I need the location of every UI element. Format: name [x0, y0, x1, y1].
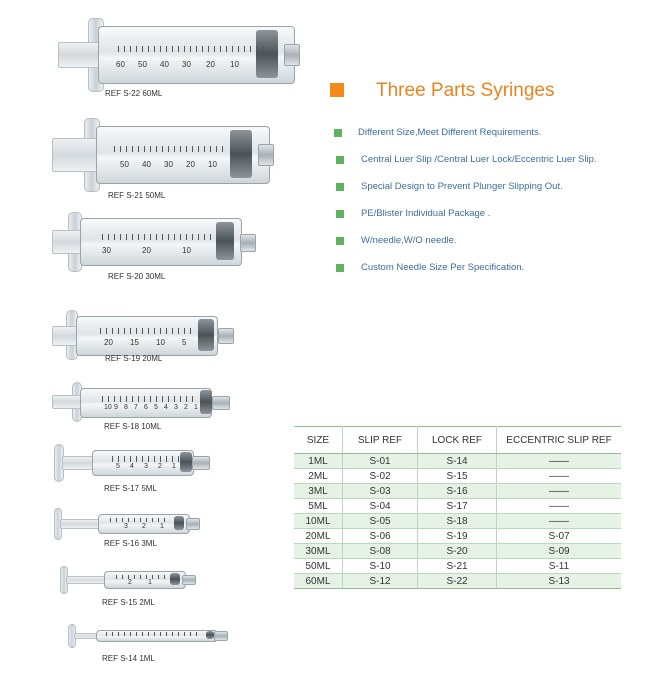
table-row: 1ML S-01 S-14 ——: [294, 454, 621, 469]
syringe-scale: [116, 575, 166, 579]
feature-text: Different Size,Meet Different Requirements.: [358, 127, 542, 138]
syringe-50ml: 50 40 30 20 10: [52, 118, 272, 196]
syringe-ref-label: REF S-14 1ML: [102, 654, 155, 663]
feature-text: PE/Blister Individual Package .: [361, 208, 491, 219]
bullet-square-icon: [336, 237, 344, 245]
syringe-barrel: [92, 450, 194, 476]
syringe-stopper: [256, 30, 278, 78]
syringe-scale: [112, 456, 182, 462]
bullet-square-icon: [336, 183, 344, 191]
table-row: 3ML S-03 S-16 ——: [294, 484, 621, 499]
syringe-plunger: [52, 230, 82, 254]
syringe-tip: [192, 456, 210, 470]
syringe-5ml: 5 4 3 2 1: [52, 444, 212, 484]
syringe-stopper: [174, 516, 184, 530]
syringe-stopper: [230, 130, 252, 178]
syringe-2ml: 2 1: [58, 566, 198, 594]
page-title: Three Parts Syringes: [376, 80, 555, 101]
syringe-barrel: [80, 388, 212, 418]
syringe-ref-label: REF S-21 50ML: [108, 191, 166, 200]
syringe-stopper: [206, 631, 214, 639]
title-square-icon: [330, 83, 344, 97]
syringe-10ml: 10 9 8 7 6 5 4 3 2 1: [52, 382, 232, 422]
syringe-ref-table: [294, 426, 621, 589]
syringe-tip: [240, 234, 256, 252]
syringe-tip: [212, 396, 230, 410]
syringe-scale: [102, 234, 212, 240]
syringe-stopper: [180, 452, 192, 472]
syringe-scale: [102, 396, 198, 402]
feature-item: [334, 119, 597, 146]
syringe-tip: [258, 144, 274, 166]
table-row: 50ML S-10 S-21 S-11: [294, 559, 621, 574]
column-header-size: SIZE: [294, 427, 343, 454]
syringe-scale: [100, 328, 196, 334]
syringe-barrel: [76, 316, 218, 356]
syringe-3ml: 3 2 1: [52, 508, 202, 540]
syringe-plunger: [66, 576, 106, 584]
feature-text: W/needle,W/O needle.: [361, 235, 457, 246]
feature-item: [334, 254, 597, 281]
syringe-ref-label: REF S-16 3ML: [104, 539, 157, 548]
syringe-stopper: [198, 319, 214, 351]
table-row: 5ML S-04 S-17 ——: [294, 499, 621, 514]
syringe-scale: [106, 632, 202, 636]
syringe-tip: [214, 631, 228, 641]
syringe-stopper: [216, 222, 234, 260]
feature-item: [334, 173, 597, 200]
feature-item: [334, 146, 597, 173]
feature-list: [334, 119, 597, 281]
feature-text: Central Luer Slip /Central Luer Lock/Eccentric Luer Slip.: [361, 154, 597, 165]
syringe-plunger: [52, 326, 78, 346]
syringe-scale: [110, 518, 170, 522]
syringe-plunger: [60, 519, 100, 529]
table-row: 10ML S-05 S-18 ——: [294, 514, 621, 529]
syringe-ref-label: REF S-17 5ML: [104, 484, 157, 493]
syringe-plunger: [74, 633, 98, 639]
syringe-stopper: [200, 390, 212, 414]
syringe-scale: [114, 146, 224, 152]
bullet-square-icon: [336, 210, 344, 218]
table-row: 2ML S-02 S-15 ——: [294, 469, 621, 484]
syringe-tip: [218, 328, 234, 344]
syringe-tip: [182, 575, 196, 585]
bullet-square-icon: [334, 129, 342, 137]
syringe-60ml: 60 50 40 30 20 10: [58, 18, 298, 98]
table-row: 20ML S-06 S-19 S-07: [294, 529, 621, 544]
table-row: 60ML S-12 S-22 S-13: [294, 574, 621, 589]
syringe-ref-label: REF S-18 10ML: [104, 422, 162, 431]
syringe-plunger: [52, 138, 98, 172]
syringe-30ml: 30 20 10: [52, 212, 262, 272]
bullet-square-icon: [336, 264, 344, 272]
bullet-square-icon: [336, 156, 344, 164]
syringe-ref-label: REF S-15 2ML: [102, 598, 155, 607]
syringe-ref-label: REF S-19 20ML: [105, 354, 163, 363]
feature-text: Custom Needle Size Per Specification.: [361, 262, 525, 273]
feature-item: [334, 227, 597, 254]
syringe-ref-label: REF S-20 30ML: [108, 272, 166, 281]
syringe-plunger: [58, 42, 100, 68]
syringe-1ml: [62, 624, 228, 648]
syringe-plunger: [62, 456, 94, 470]
column-header-lock-ref: LOCK REF: [418, 427, 497, 454]
column-header-slip-ref: SLIP REF: [343, 427, 418, 454]
feature-text: Special Design to Prevent Plunger Slipping Out.: [361, 181, 563, 192]
syringe-tip: [284, 44, 300, 66]
table-header-row: [294, 427, 621, 454]
syringe-plunger: [52, 395, 82, 409]
syringe-20ml: 20 15 10 5: [52, 310, 242, 360]
syringe-ref-label: REF S-22 60ML: [105, 89, 163, 98]
table-row: 30ML S-08 S-20 S-09: [294, 544, 621, 559]
syringe-tip: [186, 518, 200, 530]
syringe-scale: [118, 46, 268, 52]
column-header-eccentric-slip-ref: ECCENTRIC SLIP REF: [497, 427, 622, 454]
syringe-stopper: [170, 573, 180, 585]
feature-item: [334, 200, 597, 227]
